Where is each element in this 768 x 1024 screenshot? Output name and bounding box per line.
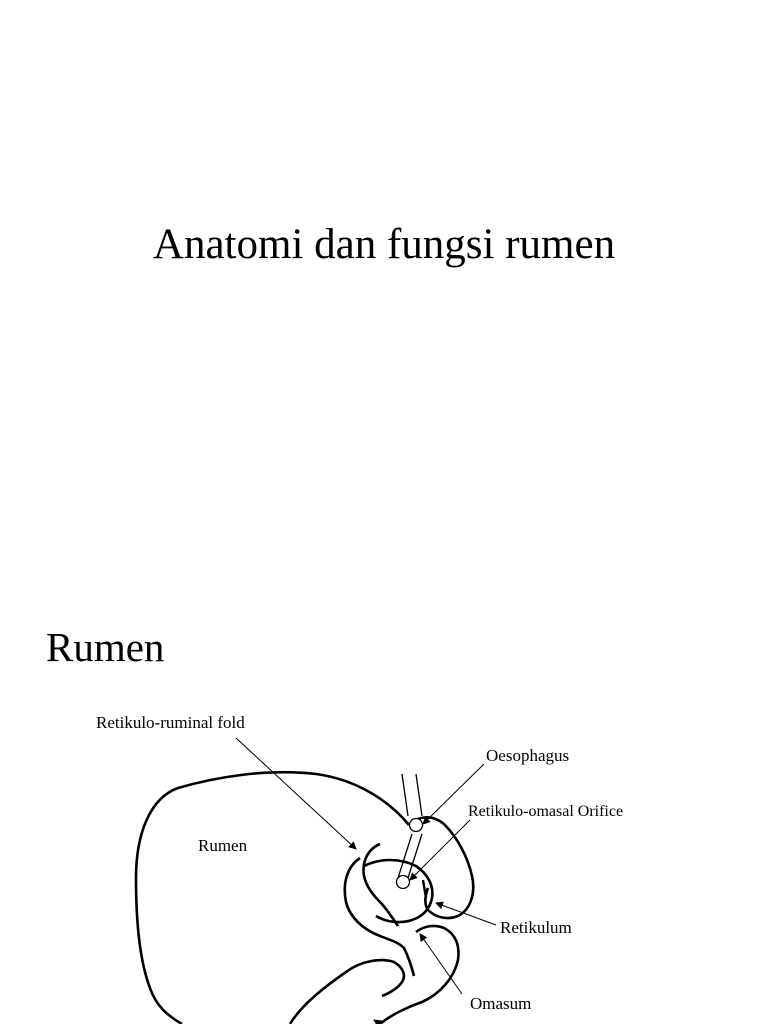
retikulo-omasal-orifice-circle (397, 876, 410, 889)
oesophagus-tube-left (402, 774, 408, 816)
label-retikulo-ruminal-fold: Retikulo-ruminal fold (96, 713, 245, 732)
retikulum-inner-outline (364, 860, 432, 922)
section-title: Rumen (46, 624, 165, 670)
label-rumen: Rumen (198, 836, 248, 855)
arrow-retikulum (436, 903, 496, 925)
rumen-anatomy-diagram (0, 576, 768, 1024)
slide-title: Anatomi dan fungsi rumen (152, 221, 616, 268)
lower-band-outline (290, 960, 404, 1024)
oesophagus-tube-right (416, 774, 422, 816)
arrow-retikulo-ruminal-fold (236, 738, 356, 849)
label-retikulum: Retikulum (500, 918, 572, 937)
arrow-bottom (374, 1020, 380, 1024)
oesophagus-orifice-circle (410, 819, 423, 832)
label-retikulo-omasal-orifice: Retikulo-omasal Orifice (468, 803, 624, 820)
rumen-outline (136, 772, 409, 1024)
label-oesophagus: Oesophagus (486, 746, 570, 765)
retikulum-notch (423, 880, 426, 898)
label-omasum: Omasum (470, 994, 532, 1013)
retikulo-ruminal-fold-outline (345, 844, 414, 976)
rumen-slide (0, 576, 768, 1024)
